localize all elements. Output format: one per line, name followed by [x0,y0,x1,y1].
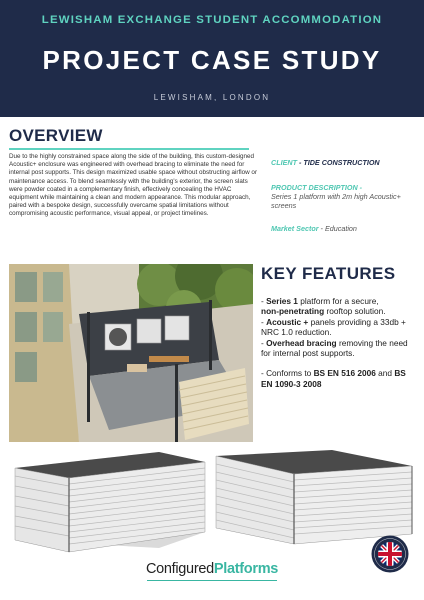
made-in-uk-badge [371,535,409,573]
project-location: LEWISHAM, LONDON [153,93,271,102]
product-info: PRODUCT DESCRIPTION - Series 1 platform with 2m high Acoustic+ screens [271,183,401,211]
sector-label: Market Sector [271,224,319,233]
header-banner [0,0,424,117]
logo-underline [147,580,277,581]
key-features-list [261,296,419,389]
project-name: LEWISHAM EXCHANGE STUDENT ACCOMMODATION [41,14,383,26]
overview-text: Due to the highly constrained space along the side of the building, this custom-designed Acoustic+ enclosure was engineered with overhead bracing to eliminate the need for internal post supports. This design maximized usable space without obstructing airflow or maintenance access. To blend seamlessly with the building's exterior, the screen slats were powder coated in a complementary finish, effectively concealing the HVAC equipment while maintaining a clean and modern appearance. This modular approach, paired with a bespoke design, successfully overcame spatial limitations without compromising acoustic performance, visual appeal, or project timelines. [9,153,258,218]
feature-acoustic: - Acoustic + panels providing a 33db + NRC 1.0 reduction. [261,316,406,338]
product-label: PRODUCT DESCRIPTION [271,183,358,192]
product-value: Series 1 platform with 2m high Acoustic+ screens [271,192,401,211]
client-value: TIDE CONSTRUCTION [303,158,380,167]
key-features-heading: KEY FEATURES [261,264,396,283]
client-label: CLIENT [271,158,297,167]
page-title: PROJECT CASE STUDY [42,45,382,75]
company-logo: ConfiguredPlatforms [145,561,279,577]
rooftop-enclosure-photo [9,264,253,442]
overview-heading: OVERVIEW [9,126,103,145]
sector-info: Market Sector - Education [271,224,357,233]
feature-platform: - Series 1 platform for a secure, non-penetrating rooftop solution. [261,296,386,317]
feature-bracing: - Overhead bracing removing the need for internal post supports. [261,337,408,359]
feature-standards: - Conforms to BS EN 516 2006 and BS EN 1090-3 2008 [261,368,406,389]
sector-value: Education [324,224,357,233]
client-info: CLIENT - TIDE CONSTRUCTION [271,158,380,167]
enclosure-render-left [9,448,207,556]
overview-divider [9,148,249,150]
